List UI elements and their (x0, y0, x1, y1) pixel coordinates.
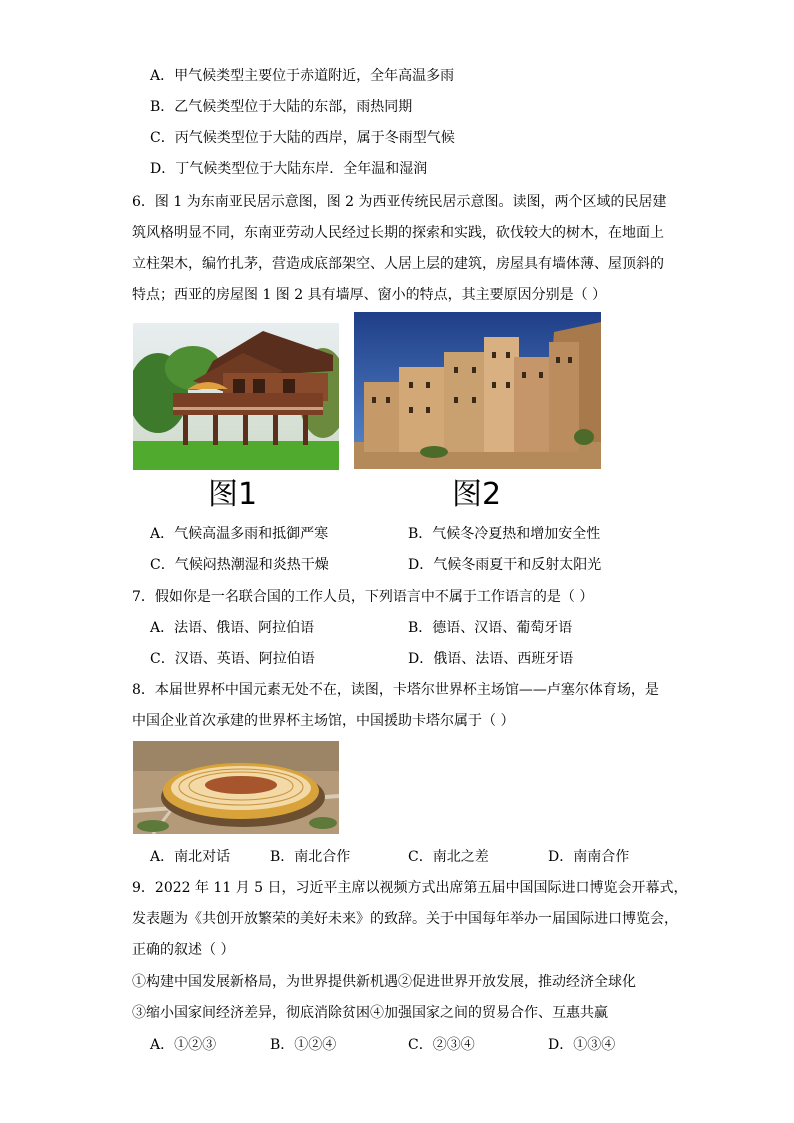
q9-stem-line-2: 发表题为《共创开放繁荣的美好未来》的致辞。关于中国每年举办一届国际进口博览会， (132, 911, 678, 927)
q9-option-a: A．①②③ (150, 1037, 217, 1053)
q6-option-d: D．气候冬雨夏干和反射太阳光 (408, 557, 602, 573)
q6-stem-line-4: 特点；西亚的房屋图 1 图 2 具有墙厚、窗小的特点，其主要原因分别是（ ） (132, 287, 607, 303)
q9-stem-line-3: 正确的叙述（ ） (132, 942, 235, 958)
q7-option-b: B．德语、汉语、葡萄牙语 (408, 620, 573, 636)
figure-1-caption: 图1 (208, 477, 258, 512)
q5-option-c: C．丙气候类型位于大陆的西岸，属于冬雨型气候 (150, 130, 455, 146)
q9-stem-line-1: 9．2022 年 11 月 5 日，习近平主席以视频方式出席第五届中国国际进口博览会开幕式， (132, 880, 688, 896)
q8-option-d: D．南南合作 (548, 849, 630, 865)
q8-option-b: B．南北合作 (270, 849, 351, 865)
q6-stem-line-1: 6．图 1 为东南亚民居示意图，图 2 为西亚传统民居示意图。读图，两个区域的民居建 (132, 194, 667, 210)
q6-option-b: B．气候冬冷夏热和增加安全性 (408, 526, 601, 542)
q9-option-c: C．②③④ (408, 1037, 475, 1053)
q6-stem-line-2: 筑风格明显不同，东南亚劳动人民经过长期的探索和实践，砍伐较大的树木，在地面上 (132, 225, 664, 241)
q7-stem: 7．假如你是一名联合国的工作人员，下列语言中不属于工作语言的是（ ） (132, 589, 594, 605)
figure-1-southeast-asia-house (133, 323, 339, 470)
q8-stem-line-2: 中国企业首次承建的世界杯主场馆，中国援助卡塔尔属于（ ） (132, 713, 515, 729)
q8-stem-line-1: 8．本届世界杯中国元素无处不在，读图，卡塔尔世界杯主场馆——卢塞尔体育场，是 (132, 682, 659, 698)
q9-statement-line-2: ③缩小国家间经济差异，彻底消除贫困④加强国家之间的贸易合作、互惠共赢 (132, 1005, 608, 1021)
figure-2-caption: 图2 (452, 477, 502, 512)
q8-option-c: C．南北之差 (408, 849, 489, 865)
q9-option-b: B．①②④ (270, 1037, 337, 1053)
q5-option-b: B．乙气候类型位于大陆的东部，雨热同期 (150, 99, 413, 115)
figure-lusail-stadium (133, 741, 339, 834)
q7-option-d: D．俄语、法语、西班牙语 (408, 651, 574, 667)
q7-option-a: A．法语、俄语、阿拉伯语 (150, 620, 315, 636)
q5-option-d: D．丁气候类型位于大陆东岸．全年温和湿润 (150, 161, 428, 177)
q9-option-d: D．①③④ (548, 1037, 616, 1053)
q8-option-a: A．南北对话 (150, 849, 231, 865)
q5-option-a: A．甲气候类型主要位于赤道附近，全年高温多雨 (150, 68, 455, 84)
q9-statement-line-1: ①构建中国发展新格局，为世界提供新机遇②促进世界开放发展，推动经济全球化 (132, 974, 636, 990)
q6-option-a: A．气候高温多雨和抵御严寒 (150, 526, 329, 542)
q7-option-c: C．汉语、英语、阿拉伯语 (150, 651, 315, 667)
figure-2-west-asia-house (354, 312, 601, 469)
q6-stem-line-3: 立柱架木，编竹扎茅，营造成底部架空、人居上层的建筑，房屋具有墙体薄、屋顶斜的 (132, 256, 664, 272)
q6-option-c: C．气候闷热潮湿和炎热干燥 (150, 557, 329, 573)
